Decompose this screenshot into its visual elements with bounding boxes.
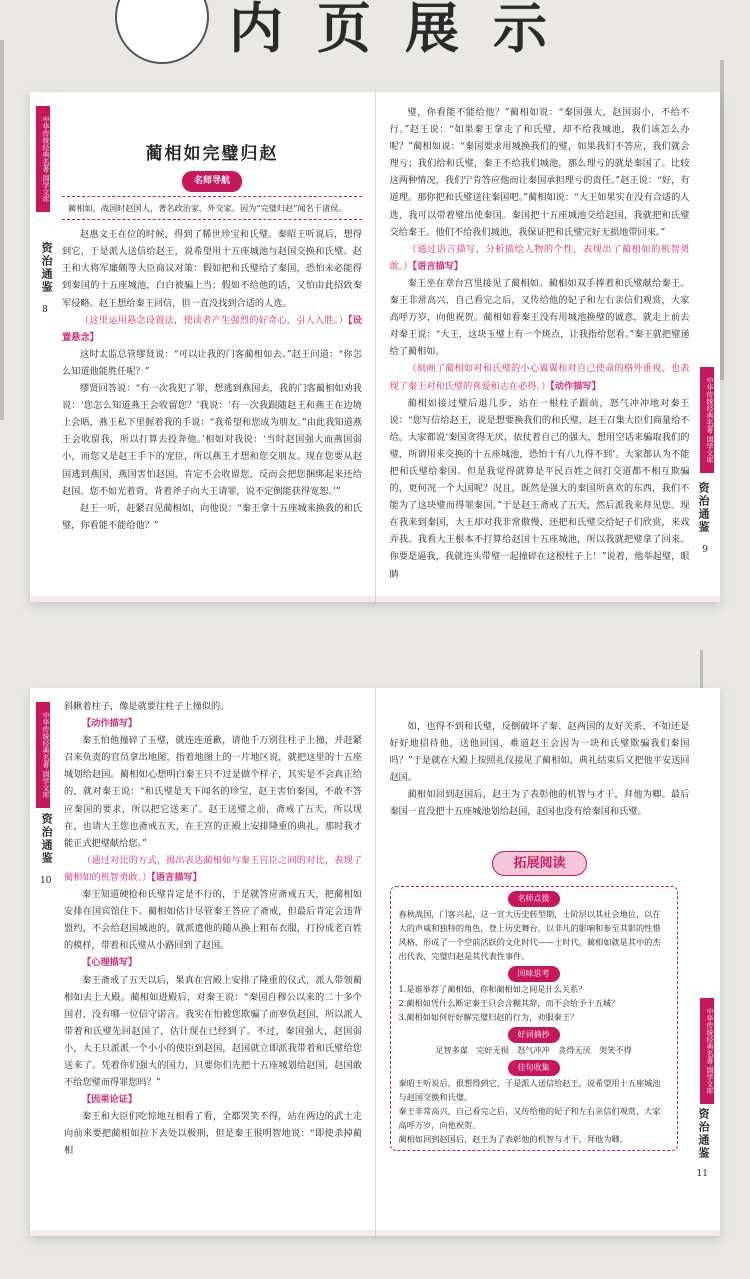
paragraph: 秦王和大臣们吃惊地互相看了看，全都哭笑不得，站在两边的武士走向前来要把蔺相如拉下去处以极刑，但是秦王很明智地说：“即使杀掉蔺相 xyxy=(64,1111,362,1157)
guide-text: 蔺相如，战国时赵国人，著名政治家、外交家。因为“完璧归赵”闻名于诸侯。 xyxy=(62,196,362,220)
lotus-seal-icon xyxy=(115,0,209,64)
page-number: 8 xyxy=(42,305,48,315)
sentence: 秦昭王听说后，很想得到它，于是派人送信给赵王，说希望用十五座城池与赵国交换和氏璧。 xyxy=(398,1077,661,1102)
page-edge xyxy=(376,1230,721,1236)
right-page-9 xyxy=(376,92,721,602)
header-banner xyxy=(0,0,750,70)
annotation-text: （刻画了蔺相如对和氏璧的小心翼翼和对自己使命的格外重视，也表现了秦王对和氏璧的喜爱和志在必得。） xyxy=(389,363,690,392)
page-number: 10 xyxy=(40,876,52,886)
annotation-tag: 【动作描写】 xyxy=(82,718,138,730)
teacher-tip-label: 名师点拨 xyxy=(508,891,560,907)
page-edge xyxy=(30,596,375,602)
annotation xyxy=(64,1091,362,1108)
annotation xyxy=(62,312,362,346)
question: 2.蔺相如凭什么断定秦王只会含糊其辞，而不会给予十五城？ xyxy=(398,997,620,1008)
paragraph: 秦王斋戒了五天以后，果真在宫殿上安排了隆重的仪式，派人带领蔺相如去上大殿。蔺相如进殿后，对秦王说：“秦国自穆公以来的二十多个国君，没有哪一位信守诺言。我实在怕被您欺骗了而辜负赵国，所以派人带着和氏璧先回赵国了，估计现在已经到了。不过，秦国强大，赵国弱小，大王只派派一个小小的使臣到赵国，赵国就立即派我带着和氏璧给您送来了。凭着你们强大的国力，只要你们先把十五座城划给赵国，赵国敢不给您璧而得罪您吗？” xyxy=(64,974,362,1089)
annotation xyxy=(390,360,690,394)
annotation-text: （通过对比的方式，揭出表达蔺相如与秦王宫臣之间的对比，表现了蔺相如的机智勇敢。） xyxy=(64,854,362,883)
page-number: 11 xyxy=(696,1169,708,1179)
bamboo-decoration xyxy=(0,40,4,420)
series-tab: 中华传统经典名著·国学文库 xyxy=(700,998,714,1104)
page-title: 内页展示 xyxy=(229,0,581,60)
paragraph: 秦王坐在章台宫里接见了蔺相如。蔺相如双手捧着和氏璧献给秦王。秦王非常高兴，自己看完之后，又传给他的妃子和左右亲信们观赏，大家高呼万岁，向他祝贺。蔺相如看秦王没有用城池换璧的诚意，就走上前去对秦王说：“大王，这块玉璧上有一个斑点，让我指给您看。”秦王就把璧递给了蔺相如。 xyxy=(389,277,690,358)
paragraph: 秦王怕他撞碎了玉璧，就连连道歉，请他千万别往柱子上撞，并赶紧召来负责的官员拿出地图，指着地图上的一片地区说，就把这里的十五座城划给赵国。蔺相如心想明白秦王只不过是做个样子，其实是不会真正给的，就对秦王说：“和氏璧是天下闻名的珍宝，赵王害怕秦国，不敢不答应秦国的要求，所以把它送来了。赵王送璧之前，斋戒了五天，所以现在，也请大王您也斋戒五天，在王宫的正殿上安排隆重的典礼，那时我才能正式把璧献给您。” xyxy=(64,735,362,849)
book-spread-2 xyxy=(30,688,720,1236)
series-tab: 中华传统经典名著·国学文库 xyxy=(36,702,50,808)
annotation-tag: 【设置悬念】 xyxy=(62,314,362,343)
extended-reading-heading: 拓展阅读 xyxy=(492,851,586,876)
chapter-title: 蔺相如完璧归赵 xyxy=(145,144,279,164)
page-number: 9 xyxy=(702,545,708,555)
good-sentences-label: 佳句收集 xyxy=(508,1060,560,1076)
left-page-8 xyxy=(30,92,376,602)
paragraph: 斜瞅着柱子，像是就要往柱子上撞似的。 xyxy=(64,701,230,712)
question: 1.是谁举荐了蔺相如，你和蔺相如之间是什么关系？ xyxy=(398,983,587,994)
paragraph: 蔺相如接过璧后退几步，站在一根柱子跟前，怒气冲冲地对秦王说：“您写信给赵王，说是想要换我们的和氏璧，赵王召集大臣们商量给不给。大家都说‘秦国贪得无厌，依仗着自己的强大，想用空话来骗取我们的璧，所谓用来交换的十五座城池，恐怕十有八九得不到’。大家都认为不能把和氏璧给秦国。但是我觉得就算是平民百姓之间打交道都不相互欺骗的，更何况一个大国呢？况且，既然是强大的秦国所喜欢的东西，我们不能为了这块璧而得罪秦国。”于是赵王斋戒了五天，然后派我来拜见您。现在我来到秦国，大王却对我非常傲慢，还把和氏璧交给妃子们欣赏，来戏弄我。我看大王根本不打算给赵国十五座城池，所以我就把璧拿了回来。你要是逼我，我就连头带璧一起撞碎在这根柱子上！”说着，他举起璧，眼睛 xyxy=(389,397,690,580)
paragraph: 赵王一听，赶紧召见蔺相如，向他说：“秦王拿十五座城来换我的和氏璧，你看能不能给他？” xyxy=(62,502,362,531)
annotation-text: （这里运用悬念设置法，使读者产生强烈的好奇心，引人入胜。） xyxy=(80,314,348,326)
annotation xyxy=(64,852,362,886)
sentence: 蔺相如回到赵国后，赵王为了表彰他的机智与才干，拜他为卿。 xyxy=(398,1133,628,1144)
good-words: 足智多谋 完好无损 怒气冲冲 贪得无厌 哭笑不得 xyxy=(435,1044,632,1055)
left-page-10 xyxy=(30,688,376,1236)
series-tab: 中华传统经典名著·国学文库 xyxy=(700,367,714,473)
annotation xyxy=(390,241,690,275)
side-book-title: 资治通鉴 xyxy=(40,813,54,865)
annotation xyxy=(64,715,362,732)
guide-label: 名师导航 xyxy=(182,171,242,192)
paragraph: 缪贤回答说：“有一次我犯了罪，想逃到燕国去，我的门客蔺相如劝我说：‘您怎么知道燕王会收留您？’我说：‘有一次我跟随赵王和燕王在边境上会晤，燕王私下里握着我的手说：“我希望和您成为朋友。”由此我知道燕王会收留我，所以打算去投奔他。’相如对我说：‘当时赵国强大而燕国弱小，而您又是赵王手下的宠臣，所以燕王才想和您交朋友。现在您要从赵国逃到燕国，燕国害怕赵国，肯定不会收留您，反而会把您捆绑起来还给赵国。您不如光着背，背着斧子向大王请罪，说不定倒能获得宽恕。’” xyxy=(62,383,362,497)
sentence: 秦王非常高兴，自己看完之后，又传给他的妃子和左右亲信们观赏，大家高呼万岁，向他祝贺。 xyxy=(398,1105,661,1130)
extended-reading-box xyxy=(390,886,678,1151)
annotation-tag: 【语言描写】 xyxy=(412,260,463,272)
paragraph: 这时太监总管缪贤说：“可以让我的门客蔺相如去。”赵王问道：“你怎么知道他能胜任呢？” xyxy=(62,348,362,377)
right-page-11 xyxy=(376,688,721,1236)
teacher-tip-text: 春秋战国，门客兴起，这一宣大历史转型期，士阶层以其社会地位，以在大的声威和独特的角色，登上历史舞台，以非凡的影响和参至其影的性惜风格，形成了一个空前活跃的文化时代——士时代。蔺相如就是其中的杰出代表，完璧归赵是其代表性事件。 xyxy=(398,908,661,961)
annotation xyxy=(64,954,362,971)
paragraph: 蔺相如回到赵国后，赵王为了表彰他的机智与才干，拜他为卿。最后秦国一直没把十五座城池划给赵国，赵国也没有给秦国和氏璧。 xyxy=(389,789,690,818)
good-words-label: 好词摘抄 xyxy=(508,1027,560,1043)
side-book-title: 资治通鉴 xyxy=(40,242,54,294)
side-book-title: 资治通鉴 xyxy=(697,1108,710,1160)
series-tab: 中华传统经典名著·国学文库 xyxy=(36,106,50,212)
annotation-tag: 【语言描写】 xyxy=(151,871,202,883)
question: 3.蔺相如如何好好解完璧归赵的行为，劝服秦王？ xyxy=(398,1011,579,1022)
paragraph: 秦王知道硬抢和氏璧肯定是不行的，于是就答应斋戒五天，把蔺相如安排在国宾馆住下。蔺相如估计尽管秦王答应了斋戒，但最后肯定会违背盟约，不会给赵国城池的，就派遣他的随从换上粗布衣服，打扮成老百姓的模样，带着和氏璧从小路回到了赵国。 xyxy=(64,889,362,952)
paragraph: 赵惠文王在位的时候，得到了稀世珍宝和氏璧。秦昭王听说后，想得到它，于是派人送信给赵王，说希望用十五座城池与赵国交换和氏璧。赵王和大将军廉颇等大臣商议对策：假如把和氏璧给了秦国，恐怕未必能得到秦国的十五座城池，白白被骗上当；假如不给他的话，又怕由此招致秦军侵略。赵王想给秦王回信，但一直没找到合适的人选。 xyxy=(62,229,362,309)
page-edge xyxy=(376,596,721,602)
bamboo-decoration xyxy=(720,60,724,380)
book-spread-1 xyxy=(30,92,720,602)
paragraph: 如，也得不到和氏璧，反倒破坏了秦、赵两国的友好关系，不如还是好好地招待他，送他回国，难道赵王会因为一块和氏璧欺骗我们秦国吗？”于是就在大殿上按照礼仪接见了蔺相如，典礼结束后又把他平安送回赵国。 xyxy=(389,721,690,784)
annotation-tag: 【因果论证】 xyxy=(82,1094,138,1106)
annotation-text: （通过语言描写，分析描绘人物的个性，表现出了蔺相如的机智勇敢。） xyxy=(389,243,690,272)
annotation-tag: 【心理描写】 xyxy=(82,957,138,969)
page-edge xyxy=(30,1230,375,1236)
paragraph: 璧，你看能不能给他？”蔺相如说：“秦国强大，赵国弱小，不给不行。”赵王说：“如果秦王拿走了和氏璧，却不给我城池，我们该怎么办呢？”蔺相如说：“秦国要求用城换我们的璧，如果我们不答应，我们就会理亏；我们给和氏璧，秦王不给我们城池，那么理亏的就是秦国了。比较这两种情况，我们宁肯答应他而让秦国承担理亏的责任。”赵王说：“好，有道理。那你把和氏璧送往秦国吧。”蔺相如说：“大王如果实在没有合适的人选，我可以带着璧出使秦国。秦国把十五座城池交给赵国，我就把和氏璧交给秦王。他们不给我们城池，我保证把和氏璧完好无损地带回来。” xyxy=(389,107,690,238)
side-book-title: 资治通鉴 xyxy=(697,482,710,534)
annotation-tag: 【动作描写】 xyxy=(550,380,601,392)
reflection-label: 回味思考 xyxy=(508,966,560,982)
